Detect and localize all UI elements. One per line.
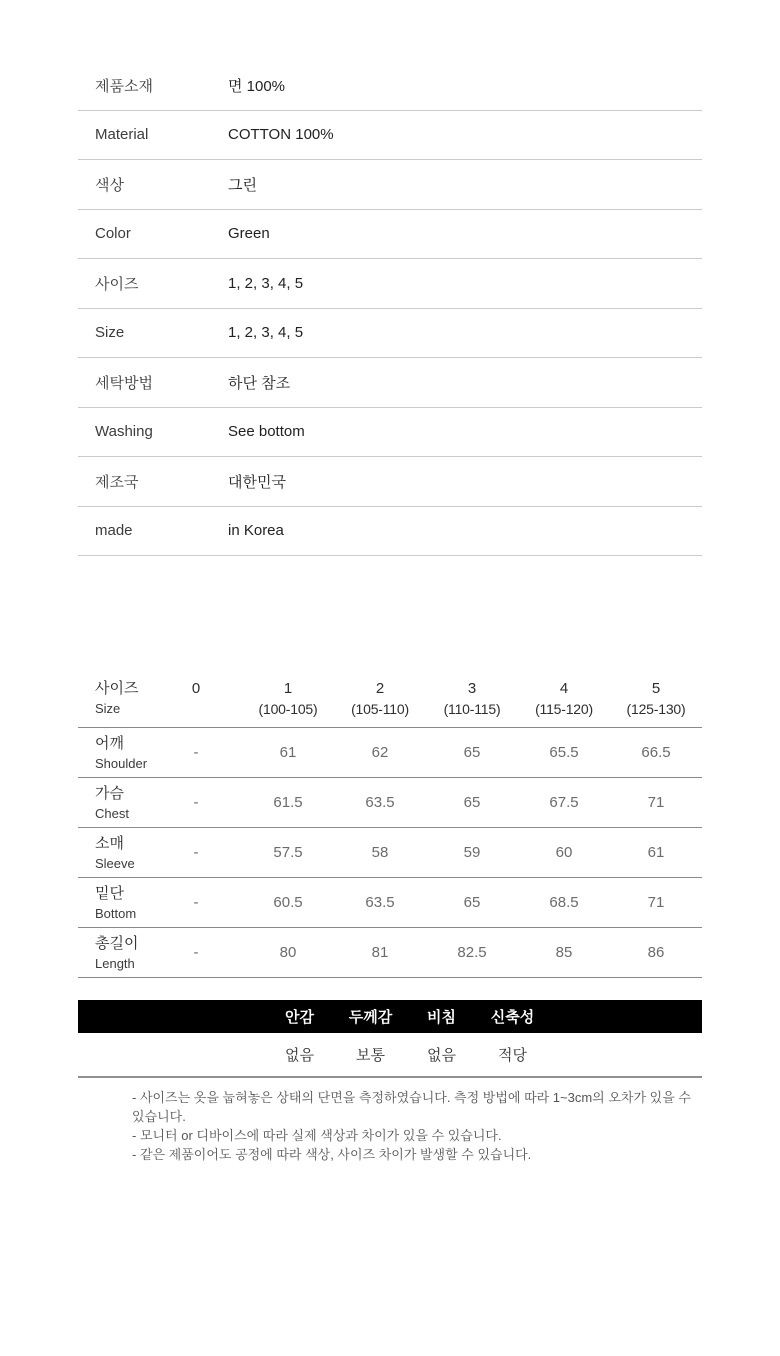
size-cell: 63.5	[365, 794, 395, 811]
size-row-label	[78, 783, 150, 823]
measurement-notes	[78, 1088, 702, 1164]
size-chart-title	[78, 678, 150, 718]
size-column-number: 3	[467, 680, 477, 697]
info-label: 제조국	[95, 473, 139, 491]
size-column-range: (100-105)	[258, 701, 318, 717]
info-row-color-ko	[78, 160, 702, 210]
size-cell: -	[193, 894, 199, 911]
size-chart-title-ko: 사이즈	[95, 680, 139, 697]
size-cell: 81	[371, 944, 389, 961]
size-column-range: (105-110)	[351, 701, 409, 717]
info-value: in Korea	[228, 522, 284, 540]
size-column-header-1	[242, 678, 334, 719]
fabric-value-thickness: 보통	[356, 1047, 385, 1064]
size-column-number: 1	[283, 680, 293, 697]
info-label: 사이즈	[95, 275, 139, 293]
info-label: 색상	[95, 176, 124, 194]
size-cell: 67.5	[549, 794, 579, 811]
size-column-range: (115-120)	[535, 701, 593, 717]
fabric-info-header-bar	[78, 1000, 702, 1033]
size-cell: 82.5	[457, 944, 487, 961]
size-column-number: 2	[375, 680, 385, 697]
fabric-value-sheer: 없음	[427, 1047, 456, 1064]
fabric-header-thickness: 두께감	[348, 1009, 393, 1026]
size-cell: 86	[647, 944, 665, 961]
size-cell: -	[193, 944, 199, 961]
info-row-washing-ko	[78, 358, 702, 408]
info-value: 대한민국	[228, 473, 286, 491]
info-row-size-en	[78, 309, 702, 359]
info-row-material-ko	[78, 61, 702, 111]
note-line: - 사이즈는 옷을 눕혀놓은 상태의 단면을 측정하였습니다. 측정 방법에 따라 1~3cm의 오차가 있을 수 있습니다.	[132, 1090, 691, 1124]
size-row-label-ko: 밑단	[95, 884, 124, 902]
size-cell: -	[193, 794, 199, 811]
info-label: Washing	[95, 423, 153, 441]
info-row-material-en	[78, 111, 702, 161]
info-label: Size	[95, 324, 125, 342]
info-row-size-ko	[78, 259, 702, 309]
size-column-number: 4	[559, 680, 569, 697]
size-cell: 60	[555, 844, 573, 861]
size-column-range: (110-115)	[443, 701, 501, 717]
info-value: See bottom	[228, 423, 305, 441]
size-cell: 61.5	[273, 794, 303, 811]
size-row-label	[78, 933, 150, 973]
size-cell: 61	[647, 844, 665, 861]
note-line: - 같은 제품이어도 공정에 따라 색상, 사이즈 차이가 발생할 수 있습니다.	[132, 1147, 532, 1162]
size-row-length	[78, 928, 702, 978]
size-column-header-3	[426, 678, 518, 719]
info-value: 면 100%	[228, 77, 286, 95]
size-cell: 71	[647, 794, 665, 811]
size-column-number: 0	[191, 680, 201, 697]
size-row-bottom	[78, 878, 702, 928]
info-value: 1, 2, 3, 4, 5	[228, 274, 304, 292]
size-row-label	[78, 883, 150, 923]
size-cell: 68.5	[549, 894, 579, 911]
info-value: 1, 2, 3, 4, 5	[228, 324, 304, 342]
size-cell: 59	[463, 844, 481, 861]
info-row-origin-en	[78, 507, 702, 557]
size-row-label	[78, 833, 150, 873]
fabric-header-sheer: 비침	[427, 1009, 456, 1026]
size-cell: 66.5	[641, 744, 671, 761]
size-cell: 57.5	[273, 844, 303, 861]
size-row-label-ko: 어깨	[95, 734, 124, 752]
size-cell: 65	[463, 894, 481, 911]
info-label: Material	[95, 126, 149, 144]
size-row-label-en: Chest	[95, 805, 129, 821]
size-row-sleeve	[78, 828, 702, 878]
size-column-header-5	[610, 678, 702, 719]
size-cell: 71	[647, 894, 665, 911]
product-info-table	[78, 61, 702, 556]
size-row-label-ko: 가슴	[95, 784, 124, 802]
product-spec-page	[78, 61, 702, 1164]
fabric-info-values-row	[78, 1033, 702, 1078]
size-cell: 80	[279, 944, 297, 961]
info-row-washing-en	[78, 408, 702, 458]
size-cell: 62	[371, 744, 389, 761]
info-label: made	[95, 522, 133, 540]
size-cell: -	[193, 744, 199, 761]
info-value: 하단 참조	[228, 374, 291, 392]
size-cell: 58	[371, 844, 389, 861]
size-row-label-en: Bottom	[95, 905, 137, 921]
info-value: COTTON 100%	[228, 126, 334, 144]
size-cell: 61	[279, 744, 297, 761]
size-cell: 65	[463, 744, 481, 761]
size-column-range: (125-130)	[626, 701, 686, 717]
size-row-label-ko: 총길이	[95, 934, 139, 952]
size-row-chest	[78, 778, 702, 828]
size-cell: 60.5	[273, 894, 303, 911]
size-row-label	[78, 733, 150, 773]
size-cell: 85	[555, 944, 573, 961]
info-label: Color	[95, 225, 131, 243]
note-line: - 모니터 or 디바이스에 따라 실제 색상과 차이가 있을 수 있습니다.	[132, 1128, 502, 1143]
size-row-label-en: Sleeve	[95, 855, 135, 871]
size-chart-table	[78, 672, 702, 978]
fabric-info-table	[78, 1000, 702, 1078]
info-value: Green	[228, 225, 270, 243]
info-label: 세탁방법	[95, 374, 153, 392]
info-label: 제품소재	[95, 77, 153, 95]
info-value: 그린	[228, 176, 257, 194]
info-row-color-en	[78, 210, 702, 260]
size-row-label-en: Length	[95, 955, 135, 971]
fabric-header-stretch: 신축성	[490, 1009, 535, 1026]
size-cell: 65.5	[549, 744, 579, 761]
size-column-header-2	[334, 678, 426, 719]
fabric-header-lining: 안감	[285, 1009, 314, 1026]
size-row-label-ko: 소매	[95, 834, 124, 852]
size-column-header-4	[518, 678, 610, 719]
fabric-value-stretch: 적당	[498, 1047, 527, 1064]
size-column-number: 5	[651, 680, 661, 697]
info-row-origin-ko	[78, 457, 702, 507]
size-cell: 65	[463, 794, 481, 811]
size-column-header-0	[150, 678, 242, 699]
size-row-shoulder	[78, 728, 702, 778]
fabric-value-lining: 없음	[285, 1047, 314, 1064]
size-cell: -	[193, 844, 199, 861]
size-chart-header	[78, 672, 702, 728]
size-row-label-en: Shoulder	[95, 755, 148, 771]
size-chart-title-en: Size	[95, 701, 121, 716]
size-cell: 63.5	[365, 894, 395, 911]
